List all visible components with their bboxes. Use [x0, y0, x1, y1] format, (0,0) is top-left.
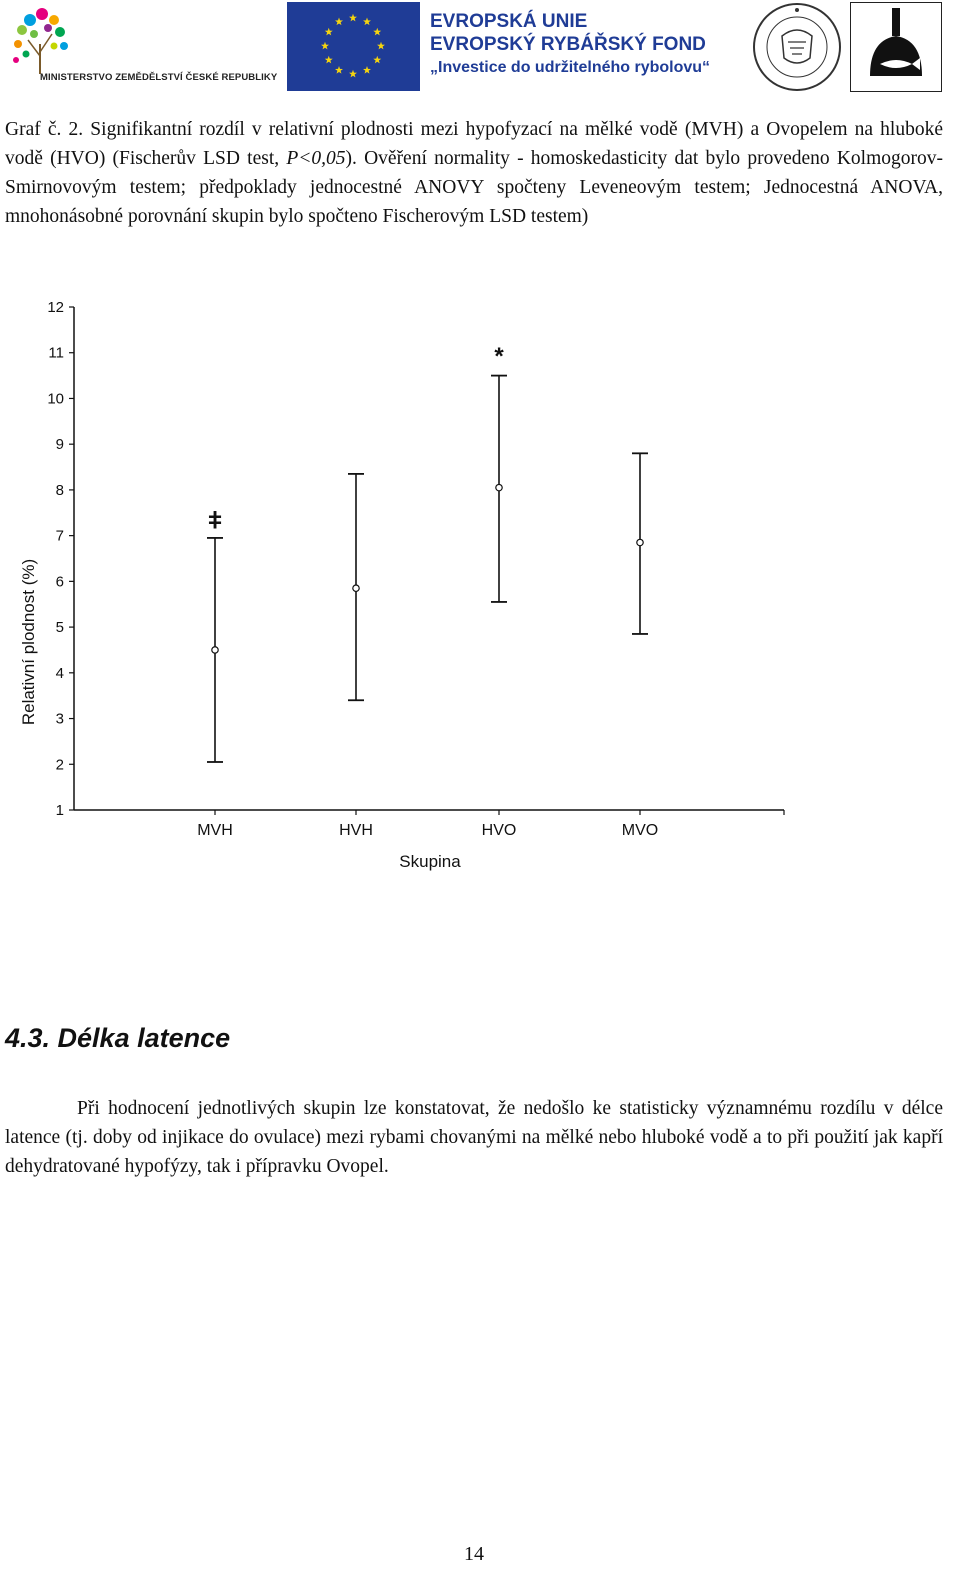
x-tick-label: HVH	[339, 822, 373, 839]
significance-marker: *	[494, 343, 504, 371]
eu-slogan: „Investice do udržitelného rybolovu“	[430, 59, 711, 76]
mean-point-MVO	[637, 539, 643, 545]
eu-union-title: EVROPSKÁ UNIE	[430, 11, 588, 32]
x-tick-label: MVH	[197, 822, 233, 839]
university-seal-icon	[752, 2, 842, 92]
x-tick-label: MVO	[621, 822, 659, 839]
y-tick-label: 8	[55, 481, 64, 499]
caption-text-part2: ). Ověření normality - homoskedasticity dat bylo provedeno Kolmogorov-Smirnovovým testem; předpoklady jednocestné ANOVY spočteny Leveneovým testem; Jednocestná ANOVA, mnohonásobné porovnání skupin bylo spočteno Fischerovým LSD testem)	[5, 148, 943, 227]
error-bar-chart	[0, 290, 960, 890]
caption-p-value: P<0,05	[286, 148, 346, 169]
page-header	[0, 0, 960, 100]
y-axis-label: Relativní plodnost (%)	[19, 558, 38, 726]
section-heading: 4.3. Délka latence	[5, 1023, 231, 1053]
page-number: 14	[464, 1543, 484, 1565]
figure-caption	[5, 115, 943, 231]
eu-fisheries-fund-title: EVROPSKÝ RYBÁŘSKÝ FOND	[430, 34, 706, 55]
y-tick-label: 2	[55, 756, 64, 774]
significance-marker: ǂ	[207, 507, 223, 535]
y-tick-label: 5	[55, 619, 64, 637]
mean-point-HVO	[496, 484, 502, 490]
ministry-name: MINISTERSTVO ZEMĚDĚLSTVÍ ČESKÉ REPUBLIKY	[40, 72, 278, 83]
x-axis-label: Skupina	[399, 852, 461, 871]
x-tick-label: HVO	[481, 822, 517, 839]
y-tick-label: 9	[55, 436, 64, 454]
y-tick-label: 1	[55, 802, 64, 819]
tree-icon	[13, 8, 68, 74]
y-tick-label: 6	[55, 573, 64, 591]
mean-point-HVH	[353, 585, 359, 591]
body-paragraph: Při hodnocení jednotlivých skupin lze konstatovat, že nedošlo ke statisticky významnému rozdílu v délce latence (tj. doby od injikace do ovulace) mezi rybami chovanými na mělké nebo hluboké vodě a to při použití jak kapří dehydratované hypofýzy, tak i přípravku Ovopel.	[5, 1098, 943, 1177]
caption-text-part1: Graf č. 2. Signifikantní rozdíl v relativní plodnosti mezi hypofyzací na mělké vodě (MVH) a Ovopelem na hluboké vodě (HVO) (Fischerův LSD test,	[5, 119, 943, 169]
y-tick-label: 10	[47, 390, 64, 408]
fish-bell-logo-icon	[850, 2, 942, 92]
y-tick-label: 7	[55, 527, 64, 545]
eu-flag-icon	[287, 2, 420, 91]
y-tick-label: 12	[47, 299, 64, 316]
eu-fund-text	[430, 10, 710, 79]
mean-point-MVH	[212, 647, 218, 653]
y-tick-label: 3	[55, 710, 64, 728]
y-tick-label: 11	[48, 344, 64, 362]
y-tick-label: 4	[55, 664, 64, 682]
